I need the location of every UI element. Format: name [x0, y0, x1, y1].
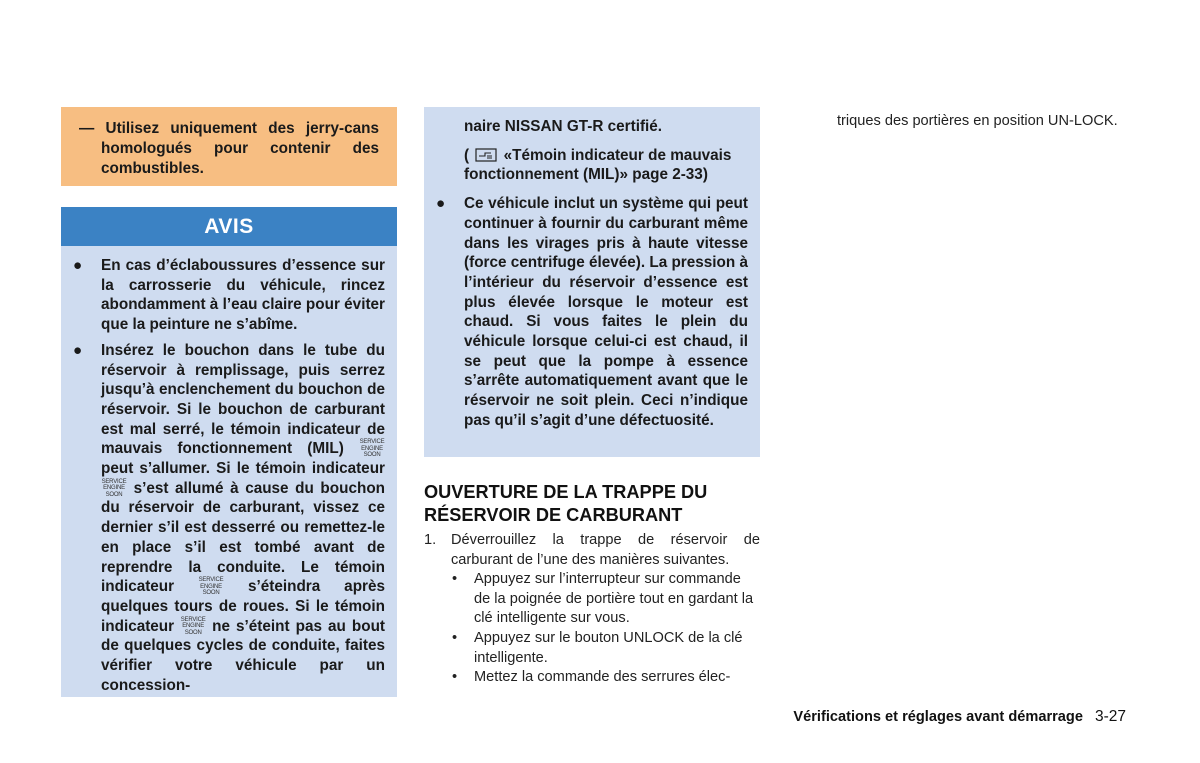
avis-item — [73, 256, 385, 335]
bullet-icon: • — [452, 669, 458, 686]
caution-note-text: — Utilisez uniquement des jerry-cans homologués pour contenir des combustibles. — [79, 120, 379, 177]
avis-item-text: En cas d’éclaboussures d’essence sur la carrosserie du véhicule, rincez abondamment à l’eau claire pour éviter que la peinture ne s’abîme. — [101, 257, 385, 334]
bullet-icon: ● — [73, 257, 83, 274]
avis-item — [436, 194, 748, 430]
avis-item-text: s’est allumé à cause du bouchon du réservoir de carburant, vissez ce dernier s’il est desserré ou remettez-le en place s’il est tombé avant de reprendre la conduite. Le témoin indicateur — [101, 479, 386, 596]
avis-body — [61, 246, 397, 697]
sub-list-item: • Appuyez sur le bouton UNLOCK de la clé intelligente. — [452, 629, 743, 666]
bullet-icon: • — [452, 629, 458, 646]
section-heading: OUVERTURE DE LA TRAPPE DU RÉSERVOIR DE CARBURANT — [424, 482, 708, 525]
avis-item-text: s’éteindra après quelques tours de roues. Si le témoin indicateur — [101, 578, 386, 635]
step-item — [424, 531, 760, 570]
bullet-icon: ● — [73, 341, 83, 359]
service-engine-soon-icon: SERVICE ENGINE SOON — [359, 439, 385, 459]
avis-continued-box — [424, 107, 760, 457]
avis-item-text: Ce véhicule inclut un système qui peut continuer à fournir du carburant même dans les virages pris à haute vitesse (force centrifuge élevée). La pression à l’intérieur du réservoir d’essence est plus élevée lorsque le moteur est chaud. Si vous faites le plein du véhicule lorsque celui-ci est chaud, il se peut que la pompe à essence s’arrête automatiquement avant que le réservoir ne soit plein. Ceci n’indique pas qu’il s’agit d’une défectuosité. — [464, 195, 748, 429]
page-reference-text: «Témoin indicateur de mauvais fonctionnement (MIL)» page 2-33) — [464, 146, 732, 184]
caution-note — [61, 107, 397, 186]
continued-text: naire NISSAN GT-R certifié. — [464, 118, 663, 135]
bullet-icon: • — [452, 571, 458, 588]
avis-item — [73, 341, 386, 696]
step-number: 1. — [424, 532, 437, 548]
footer-chapter-title: Vérifications et réglages avant démarrage — [793, 709, 1083, 725]
avis-header — [61, 207, 397, 246]
page-footer — [756, 708, 1126, 726]
service-engine-soon-icon: SERVICE ENGINE SOON — [180, 616, 206, 636]
service-engine-soon-icon: SERVICE ENGINE SOON — [101, 478, 127, 498]
column3-text: triques des portières en position UN-LOCK. — [837, 113, 1118, 129]
step-text: Déverrouillez la trappe de réservoir de carburant de l’une des manières suivantes. — [451, 532, 760, 568]
avis-item-text: ne s’éteint pas au bout de quelques cycles de conduite, faites vérifier votre véhicule par un concession- — [101, 617, 386, 694]
avis-title: AVIS — [204, 214, 254, 238]
reference-pointer-icon — [475, 148, 497, 162]
page-number: 3-27 — [1094, 708, 1126, 725]
sub-list-item: • Mettez la commande des serrures élec- — [424, 668, 760, 688]
service-engine-soon-icon: SERVICE ENGINE SOON — [198, 577, 224, 597]
avis-item-text: peut s’allumer. Si le témoin indicateur — [101, 460, 385, 478]
bullet-icon: ● — [436, 195, 446, 213]
avis-item-text: Insérez le bouchon dans le tube du réservoir à remplissage, puis serrez jusqu’à enclenchement du bouchon de réservoir. Si le bouchon de carburant est mal serré, le témoin indicateur de mauvais fonctionnement (MIL) — [101, 341, 385, 458]
page-reference: ( «Témoin indicateur de mauvais fonctionnement (MIL)» page 2-33) — [464, 146, 732, 184]
sub-list-item: • Appuyez sur l’interrupteur sur commande de la poignée de portière tout en gardant la clé intelligente sur vous. — [452, 571, 754, 627]
instruction-steps — [424, 531, 760, 688]
